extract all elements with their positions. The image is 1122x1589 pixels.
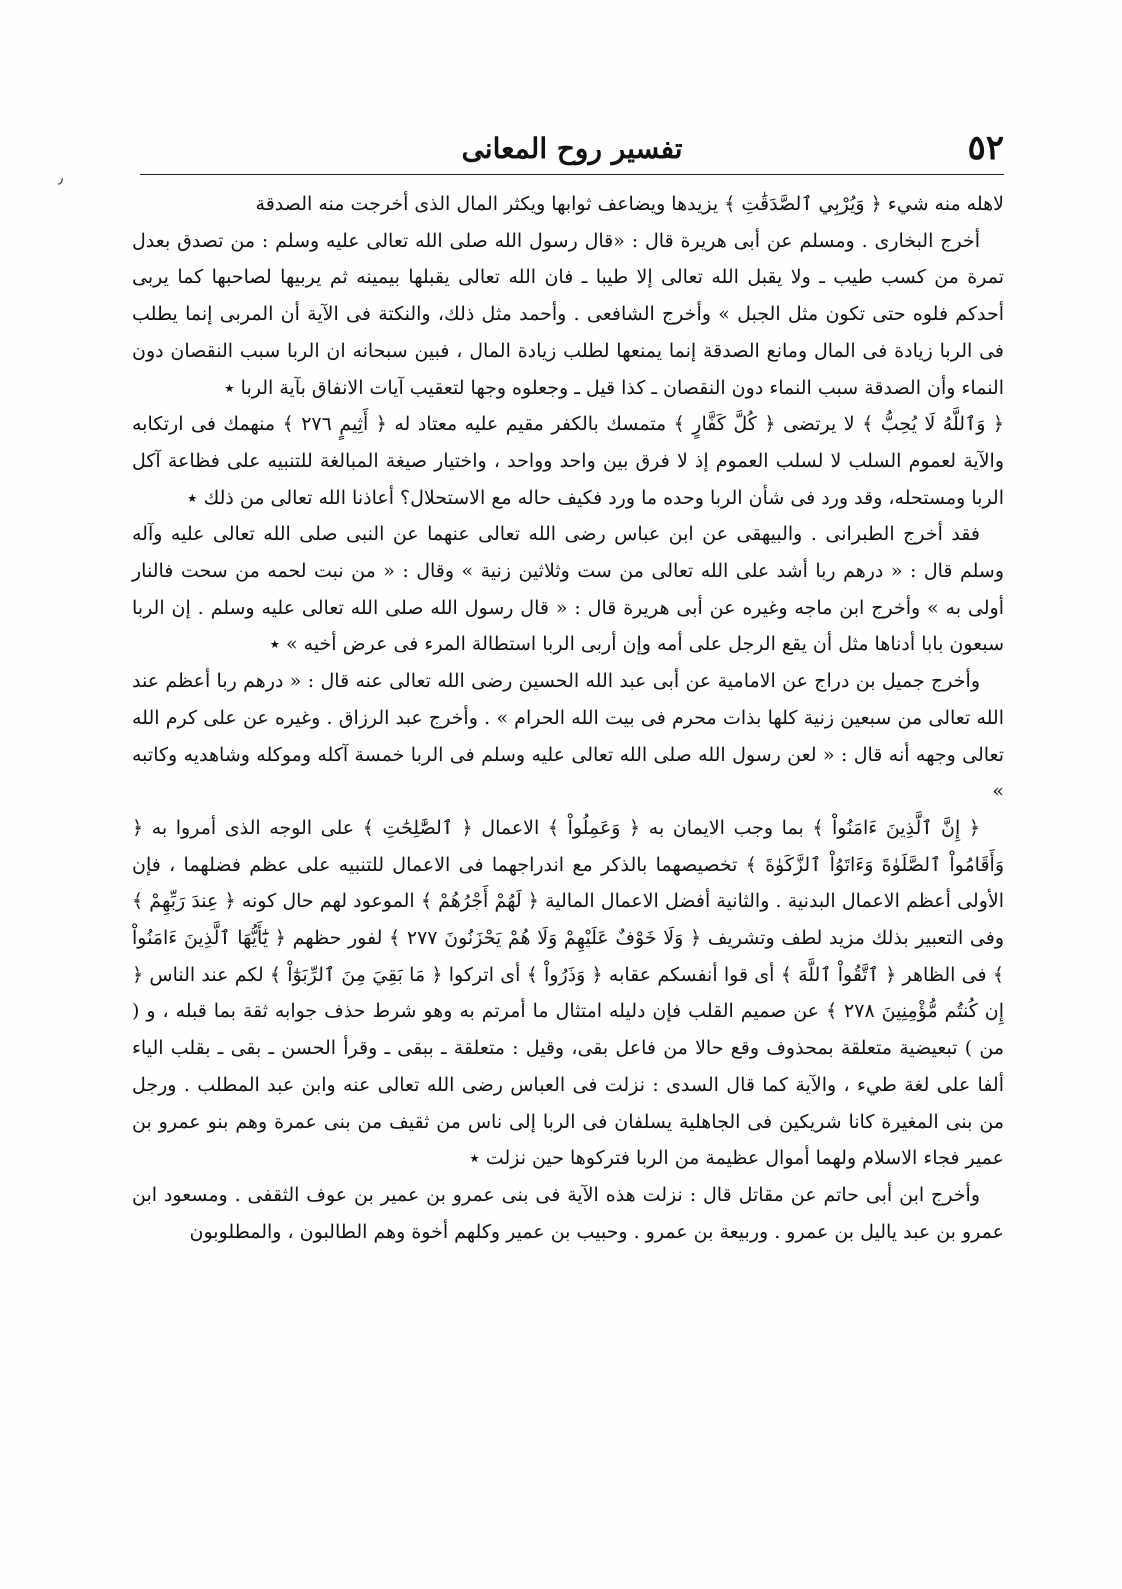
running-title: تفسير روح المعانى [461, 132, 683, 165]
paragraph: لاهله منه شيء ﴿ وَيُرْبِي ٱلصَّدَقَٰتِ ﴾ يزيدها ويضاعف ثوابها ويكثر المال الذى أخرجت منه الصدقة [255, 193, 1004, 215]
paragraph: ﴿ وَٱللَّهُ لَا يُحِبُّ ﴾ لا يرتضى ﴿ كُلَّ كَفَّارٍ ﴾ متمسك بالكفر مقيم عليه معتاد له ﴿ أَثِيمٍ ٢٧٦ ﴾ منهمك فى ارتكابه والآية لعموم السلب لا لسلب العموم إذ لا فرق بين واحد وواحد ، واختيار صيغة المبالغة للتنبيه على فظاعة آكل الربا ومستحله، وقد ورد فى شأن الربا وحده ما ورد فكيف حاله مع الاستحلال؟ أعاذنا الله تعالى من ذلك ٭ [132, 413, 1004, 509]
paragraph: أخرج البخارى . ومسلم عن أبى هريرة قال : «قال رسول الله صلى الله تعالى عليه وسلم : من تصدق بعدل تمرة من كسب طيب ـ ولا يقبل الله تعالى إلا طيبا ـ فان الله تعالى يقبلها بيمينه ثم يربيها لصاحبها كما يربى أحدكم فلوه حتى تكون مثل الجبل » وأخرج الشافعى . وأحمد مثل ذلك، والنكتة فى الآية أن المربى إنما يطلب فى الربا زيادة فى المال ومانع الصدقة إنما يمنعها لطلب زيادة المال ، فبين سبحانه ان الربا سبب النقصان دون النماء وأن الصدقة سبب النماء دون النقصان ـ كذا قيل ـ وجعلوه وجها لتعقيب آيات الانفاق بآية الربا ٭ [132, 229, 1004, 399]
page-header [140, 128, 1004, 180]
page-number: ٥٢ [967, 128, 1004, 168]
paragraph: وأخرج جميل بن دراج عن الامامية عن أبى عبد الله الحسين رضى الله تعالى عنه قال : « درهم ربا أعظم عند الله تعالى من سبعين زنية كلها بذات محرم فى بيت الله الحرام » . وأخرج عبد الرزاق . وغيره عن على كرم الله تعالى وجهه أنه قال : « لعن رسول الله صلى الله تعالى عليه وسلم فى الربا خمسة آكله وموكله وشاهديه وكاتبه » [132, 670, 1004, 803]
paragraph: ﴿ إِنَّ ٱلَّذِينَ ءَامَنُواْ ﴾ بما وجب الايمان به ﴿ وَعَمِلُواْ ﴾ الاعمال ﴿ ٱلصَّٰلِحَٰتِ ﴾ على الوجه الذى أمروا به ﴿ وَأَقَامُواْ ٱلصَّلَوٰةَ وَءَاتَوُاْ ٱلزَّكَوٰةَ ﴾ تخصيصهما بالذكر مع اندراجهما فى الاعمال للتنبيه على عظم فضلهما ، فإن الأولى أعظم الاعمال البدنية . والثانية أفضل الاعمال المالية ﴿ لَهُمْ أَجْرُهُمْ ﴾ الموعود لهم حال كونه ﴿ عِندَ رَبِّهِمْ ﴾ وفى التعبير بذلك مزيد لطف وتشريف ﴿ وَلَا خَوْفٌ عَلَيْهِمْ وَلَا هُمْ يَحْزَنُونَ ٢٧٧ ﴾ لفور حظهم ﴿ يَٰٓأَيُّهَا ٱلَّذِينَ ءَامَنُواْ ﴾ فى الظاهر ﴿ ٱتَّقُواْ ٱللَّهَ ﴾ أى قوا أنفسكم عقابه ﴿ وَذَرُواْ ﴾ أى اتركوا ﴿ مَا بَقِيَ مِنَ ٱلرِّبَوٰٓاْ ﴾ لكم عند الناس ﴿ إِن كُنتُم مُّؤْمِنِينَ ٢٧٨ ﴾ عن صميم القلب فإن دليله امتثال ما أمرتم به وهو شرط حذف جوابه ثقة بما قبله ، و ( من ) تبعيضية متعلقة بمحذوف وقع حالا من فاعل بقى، وقيل : متعلقة ـ ببقى ـ وقرأ الحسن ـ بقى ـ بقلب الياء ألفا على لغة طيء ، والآية كما قال السدى : نزلت فى العباس رضى الله تعالى عنه وابن عبد المطلب . ورجل من بنى المغيرة كانا شريكين فى الجاهلية يسلفان فى الربا إلى ناس من ثقيف من بنى عمرة وهم بنو عمرو بن عمير فجاء الاسلام ولهما أموال عظيمة من الربا فتركوها حين نزلت ٭ [132, 816, 1004, 1170]
header-rule [140, 174, 1004, 175]
body-text [132, 186, 1004, 1250]
stray-mark: ٫ [58, 168, 64, 187]
paragraph: وأخرج ابن أبى حاتم عن مقاتل قال : نزلت هذه الآية فى بنى عمرو بن عمير بن عوف الثقفى . ومسعود ابن عمرو بن عبد ياليل بن عمرو . وربيعة بن عمرو . وحبيب بن عمير وكلهم أخوة وهم الطالبون ، والمطلوبون [132, 1183, 1004, 1243]
paragraph: فقد أخرج الطبرانى . والبيهقى عن ابن عباس رضى الله تعالى عنهما عن النبى صلى الله تعالى عليه وآله وسلم قال : « درهم ربا أشد على الله تعالى من ست وثلاثين زنية » وقال : « من نبت لحمه من سحت فالنار أولى به » وأخرج ابن ماجه وغيره عن أبى هريرة قال : « قال رسول الله صلى الله تعالى عليه وسلم . إن الربا سبعون بابا أدناها مثل أن يقع الرجل على أمه وإن أربى الربا استطالة المرء فى عرض أخيه » ٭ [132, 523, 1004, 656]
